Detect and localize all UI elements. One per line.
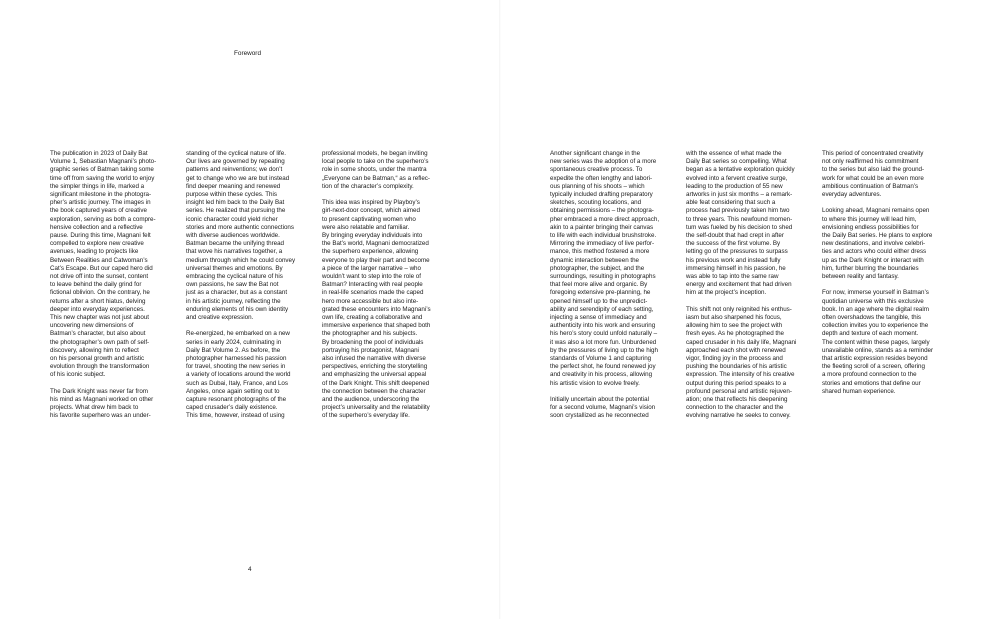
paragraph: standing of the cyclical nature of life. Our lives are governed by repeating patterns and reinventions; we don’t get to change who we are but instead find deeper meaning and renewed purpose within these cycles. This insight led him back to the Daily Bat series. He realized that pursuing the iconic character could yield richer stories and more authentic connections with diverse audiences worldwide. Batman became the unifying thread that wove his narratives together, a medium through which he could convey universal themes and emotions. By embracing the cyclical nature of his own passions, he saw the Bat not just as a character, but as a constant in his artistic journey, reflecting the enduring elements of his own identity and creative expression.: [186, 150, 296, 322]
paragraph: The publication in 2023 of Daily Bat Volume 1, Sebastian Magnani’s photo- graphic series of Batman taking some time off from saving the world to enjoy the simpler things in life, marked a significant milestone in the photogra- pher’s artistic journey. The images in the book captured years of creative exploration, serving as both a compre- hensive collection and a reflective pause. During this time, Magnani felt compelled to explore new creative avenues, leading to projects like Between Realities and Catwoman’s Cat’s Escape. But our caped hero did not drive off into the sunset, content to leave behind the daily grind for fictional oblivion. On the contrary, he returns after a short hiatus, delving deeper into everyday experiences. This new chapter was not just about uncovering new dimensions of Batman’s character, but also about the photographer’s own path of self- discovery, allowing him to reflect on his personal growth and artistic evolution through the transformation of his iconic subject.: [50, 150, 157, 379]
page-number: 4: [248, 566, 252, 573]
text-column-5: [686, 150, 814, 421]
text-column-4: [550, 150, 678, 421]
paragraph: Re-energized, he embarked on a new series in early 2024, culminating in Daily Bat Volume 2. As before, the photographer harnessed his passion for travel, shooting the new series in a variety of locations around the world such as Dubai, Italy, France, and Los Angeles, once again setting out to capture resonant photographs of the caped crusader’s daily existence. This time, however, instead of using: [186, 330, 291, 420]
paragraph: with the essence of what made the Daily Bat series so compelling. What began as a tentative exploration quickly evolved into a fervent creative surge, leading to the production of 55 new artworks in just six months – a remark- able feat considering that such a process had previously taken him two to three years. This newfound momen- tum was fueled by his decision to shed the self-doubt that had crept in after the success of the first volume. By letting go of the pressures to surpass his previous work and instead fully immersing himself in his passion, he was able to tap into the same raw energy and excitement that had driven him at the project’s inception.: [686, 150, 795, 297]
page-gutter: [499, 0, 501, 619]
paragraph: This idea was inspired by Playboy’s girl-next-door concept, which aimed to present captivating women who were also relatable and familiar. By bringing everyday individuals into the Bat’s world, Magnani democratized the superhero experience, allowing everyone to play their part and become a piece of the larger narrative – who wouldn’t want to step into the role of Batman? Interacting with real people in real-life scenarios made the caped hero more accessible but also inte- grated these encounters into Magnani’s own life, creating a collaborative and immersive experience that shaped both the photographer and his subjects. By broadening the pool of individuals portraying his protagonist, Magnani also infused the narrative with diverse perspectives, enriching the storytelling and emphasizing the universal appeal of the Dark Knight. This shift deepened the connection between the character and the audience, underscoring the project’s universality and the relatability of the superhero’s everyday life.: [322, 199, 431, 420]
paragraph: This period of concentrated creativity not only reaffirmed his commitment to the series but also laid the ground- work for what could be an even more ambitious continuation of Batman’s everyday adventures.: [822, 150, 925, 199]
paragraph: professional models, he began inviting local people to take on the superhero’s role in some shoots, under the mantra „Everyone can be Batman,“ as a reflec- tion of the character’s complexity.: [322, 150, 430, 190]
text-column-2: [186, 150, 314, 421]
paragraph: The Dark Knight was never far from his mind as Magnani worked on other projects. What drew him back to his favorite superhero was an under-: [50, 387, 154, 420]
paragraph: This shift not only reignited his enthus- iasm but also sharpened his focus, allowing him to see the project with fresh eyes. As he photographed the caped crusader in his daily life, Magnani approached each shot with renewed vigor, finding joy in the process and pushing the boundaries of his artistic expression. The intensity of his creative output during this period speaks to a profound personal and artistic rejuven- ation; one that reflects his deepening connection to the character and the evolving narrative he seeks to convey.: [686, 305, 797, 420]
text-column-3: [322, 150, 450, 421]
paragraph: Another significant change in the new series was the adoption of a more spontaneous creative process. To expedite the often lengthy and labori- ous planning of his shoots – which typically included drafting preparatory sketches, scouting locations, and obtaining permissions – the photogra- pher embraced a more direct approach, akin to a painter bringing their canvas to life with each individual brushstroke. Mirroring the immediacy of live perfor- mance, this method fostered a more dynamic interaction between the photographer, the subject, and the surroundings, resulting in photographs that feel more alive and organic. By foregoing extensive pre-planning, he opened himself up to the unpredict- ability and serendipity of each setting, injecting a sense of immediacy and authenticity into his work and ensuring his hero’s story could unfold naturally – it was also a lot more fun. Unburdened by the pressures of living up to the high standards of Volume 1 and capturing the perfect shot, he found renewed joy and creativity in his process, allowing his artistic vision to evolve freely.: [550, 150, 660, 387]
paragraph: Looking ahead, Magnani remains open to where this journey will lead him, envisioning endless possibilities for the Daily Bat series. He plans to explore new destinations, and involve celebri- ties and actors who could either dress up as the Dark Knight or interact with him, further blurring the boundaries between reality and fantasy.: [822, 207, 933, 281]
text-column-1: [50, 150, 178, 421]
paragraph: For now, immerse yourself in Batman’s quotidian universe with this exclusive book. In an age where the digital realm often overshadows the tangible, this collection invites you to experience the depth and texture of each moment. The content within these pages, largely unavailable online, stands as a reminder that artistic expression resides beyond the fleeting scroll of a screen, offering a more profound connection to the stories and emotions that define our shared human experience.: [822, 289, 934, 395]
paragraph: Initially uncertain about the potential for a second volume, Magnani’s vision soon crystallized as he reconnected: [550, 396, 656, 420]
running-head: Foreword: [234, 50, 261, 57]
text-column-6: [822, 150, 950, 396]
